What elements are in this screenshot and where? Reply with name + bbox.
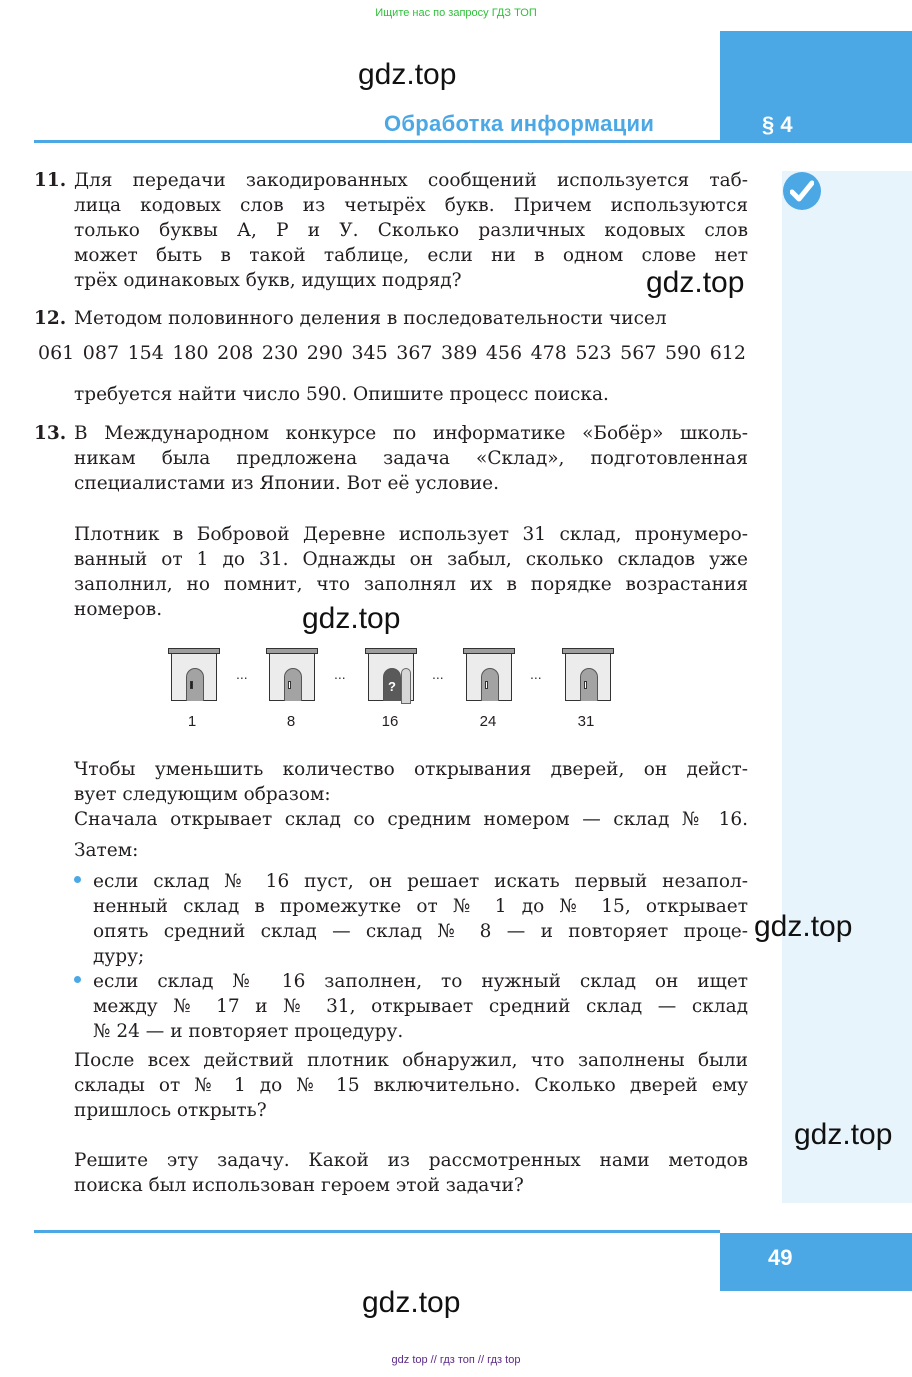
warehouse-label: 31 (577, 713, 595, 730)
text-line: трёх одинаковых букв, идущих подряд? (74, 270, 462, 291)
warehouse-label: 8 (286, 713, 296, 730)
text-line: если склад № 16 пуст, он решает искать первый незапол- (93, 871, 748, 892)
text-line: вует следующим образом: (74, 784, 331, 805)
text-line: склады от № 1 до № 15 включительно. Сколько дверей ему (74, 1075, 748, 1096)
task-13-result (74, 1048, 748, 1123)
warehouse-open-icon (365, 648, 417, 703)
warehouse-label: 1 (187, 713, 197, 730)
text-line: поиска был использован героем этой задачи? (74, 1175, 524, 1196)
search-banner: Ищите нас по запросу ГДЗ ТОП (375, 7, 537, 19)
text-line: лица кодовых слов из четырёх букв. Причем используются (74, 195, 748, 216)
warehouse-label: 16 (381, 713, 399, 730)
seq-item: 590 (664, 342, 702, 364)
footer-links[interactable]: gdz top // гдз топ // гдз top (391, 1354, 521, 1366)
text-line: номеров. (74, 599, 163, 620)
seq-item: 523 (575, 342, 612, 364)
bullet-item-filled (93, 969, 748, 1044)
watermark: gdz.top (794, 1118, 893, 1151)
task-12-outro: требуется найти число 590. Опишите процесс поиска. (74, 384, 609, 405)
task-13-intro (74, 421, 748, 496)
seq-item: 290 (306, 342, 343, 364)
chapter-title: Обработка информации (384, 111, 655, 136)
text-line: дуру; (93, 946, 145, 967)
text-line: Решите эту задачу. Какой из рассмотренных нами методов (74, 1150, 748, 1171)
watermark: gdz.top (754, 910, 853, 943)
task-13-procedure (74, 757, 748, 863)
header-divider (34, 140, 720, 143)
task-11-number: 11. (34, 170, 67, 191)
watermark: gdz.top (302, 602, 401, 635)
text-line: только буквы А, Р и У. Сколько различных кодовых слов (74, 220, 748, 241)
ellipsis: ... (236, 666, 248, 682)
page-number-tab (720, 1233, 912, 1291)
seq-item: 345 (351, 342, 388, 364)
text-line: Чтобы уменьшить количество открывания дверей, он дейст- (74, 759, 748, 780)
task-11-text (74, 168, 748, 293)
bullet-item-empty (93, 869, 748, 969)
text-line: заполнил, но помнит, что заполнял их в порядке возрастания (74, 574, 748, 595)
warehouse-icon (463, 648, 515, 703)
seq-item: 612 (709, 342, 746, 364)
text-line: Затем: (74, 840, 139, 861)
text-line: специалистами из Японии. Вот её условие. (74, 473, 500, 494)
margin-panel (782, 171, 912, 1203)
seq-item: 230 (261, 342, 299, 364)
task-12-number: 12. (34, 308, 67, 329)
text-line: ненный склад в промежутке от № 1 до № 15, открывает (93, 896, 748, 917)
seq-item: 208 (217, 342, 254, 364)
text-line: № 24 — и повторяет процедуру. (93, 1021, 404, 1042)
watermark: gdz.top (362, 1286, 461, 1319)
section-number: § 4 (762, 112, 793, 137)
seq-item: 154 (127, 342, 164, 364)
text-line: может быть в такой таблице, если ни в одном слове нет (74, 245, 748, 266)
footer-divider (34, 1230, 720, 1233)
check-icon (783, 172, 821, 210)
seq-item: 478 (530, 342, 567, 364)
seq-item: 367 (396, 342, 433, 364)
seq-item: 456 (485, 342, 523, 364)
warehouse-icon (168, 648, 220, 703)
text-line: Сначала открывает склад со средним номером — склад № 16. (74, 809, 748, 830)
bullet-icon (74, 876, 81, 883)
text-line: В Международном конкурсе по информатике «Бобёр» школь- (74, 423, 748, 444)
number-sequence (38, 342, 746, 364)
seq-item: 567 (620, 342, 657, 364)
text-line: пришлось открыть? (74, 1100, 267, 1121)
task-12-intro: Методом половинного деления в последовательности чисел (74, 308, 667, 329)
section-tab (720, 31, 912, 143)
text-line: ванный от 1 до 31. Однажды он забыл, сколько складов уже (74, 549, 748, 570)
task-13-condition (74, 522, 748, 622)
warehouse-label: 24 (479, 713, 497, 730)
seq-item: 087 (82, 342, 120, 364)
text-line: никам была предложена задача «Склад», подготовленная (74, 448, 748, 469)
watermark: gdz.top (646, 266, 745, 299)
question-mark: ? (388, 679, 396, 694)
seq-item: 180 (172, 342, 209, 364)
text-line: После всех действий плотник обнаружил, что заполнены были (74, 1050, 748, 1071)
warehouse-icon (562, 648, 614, 703)
text-line: Для передачи закодированных сообщений используется таб- (74, 170, 748, 191)
text-line: Плотник в Бобровой Деревне использует 31 склад, пронумеро- (74, 524, 748, 545)
seq-item: 061 (38, 342, 75, 364)
page-number: 49 (768, 1245, 793, 1270)
ellipsis: ... (530, 666, 542, 682)
seq-item: 389 (441, 342, 478, 364)
warehouse-icon (266, 648, 318, 703)
text-line: между № 17 и № 31, открывает средний склад — склад (93, 996, 748, 1017)
ellipsis: ... (432, 666, 444, 682)
task-13-number: 13. (34, 423, 67, 444)
text-line: опять средний склад — склад № 8 — и повторяет проце- (93, 921, 748, 942)
task-13-question (74, 1148, 748, 1198)
bullet-icon (74, 976, 81, 983)
text-line: если склад № 16 заполнен, то нужный склад он ищет (93, 971, 748, 992)
ellipsis: ... (334, 666, 346, 682)
watermark: gdz.top (358, 58, 457, 91)
